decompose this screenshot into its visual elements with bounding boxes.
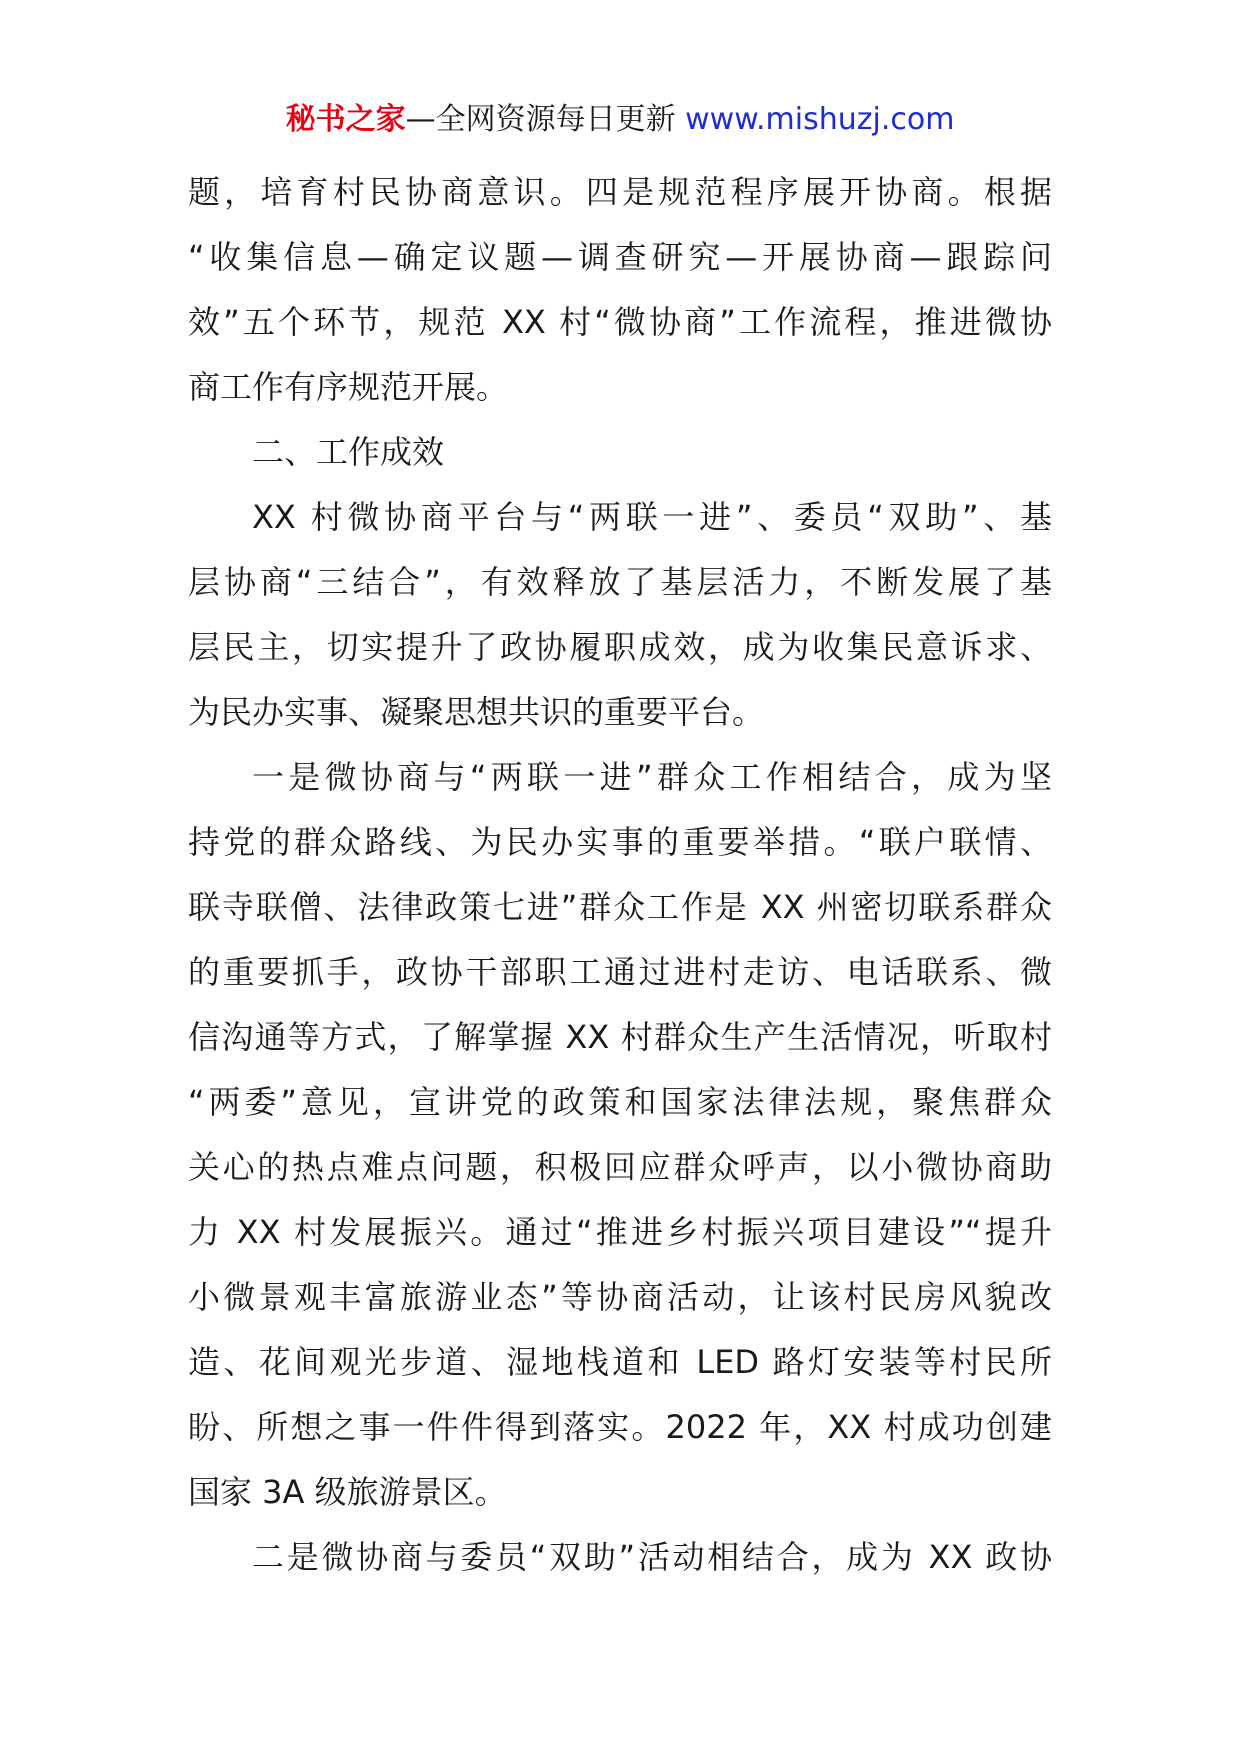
paragraph-line: 层民主，切实提升了政协履职成效，成为收集民意诉求、 [188,628,1052,666]
paragraph-line: 联寺联僧、法律政策七进”群众工作是 XX 州密切联系群众 [188,888,1052,926]
paragraph-line: XX 村微协商平台与“两联一进”、委员“双助”、基 [252,498,1052,536]
paragraph-line: 的重要抓手，政协干部职工通过进村走访、电话联系、微 [188,953,1052,991]
document-body [188,160,1052,1590]
paragraph-line: 为民办实事、凝聚思想共识的重要平台。 [188,693,765,731]
paragraph-line: 关心的热点难点问题，积极回应群众呼声，以小微协商助 [188,1148,1052,1186]
paragraph-line: 一是微协商与“两联一进”群众工作相结合，成为坚 [252,758,1052,796]
paragraph-line: 信沟通等方式，了解掌握 XX 村群众生产生活情况，听取村 [188,1018,1052,1056]
header-tagline: —全网资源每日更新 [405,102,686,137]
paragraph-line: 国家 3A 级旅游景区。 [188,1473,507,1511]
paragraph-line: 效”五个环节，规范 XX 村“微协商”工作流程，推进微协 [188,303,1052,341]
paragraph-line: “两委”意见，宣讲党的政策和国家法律法规，聚焦群众 [188,1083,1052,1121]
paragraph-line: 持党的群众路线、为民办实事的重要举措。“联户联情、 [188,823,1052,861]
paragraph-line: 力 XX 村发展振兴。通过“推进乡村振兴项目建设”“提升 [188,1213,1052,1251]
paragraph-line: 商工作有序规范开展。 [188,368,509,406]
paragraph-line: 题，培育村民协商意识。四是规范程序展开协商。根据 [188,173,1052,211]
page-header [0,100,1240,140]
paragraph-line: 造、花间观光步道、湿地栈道和 LED 路灯安装等村民所 [188,1343,1052,1381]
paragraph-line: 小微景观丰富旅游业态”等协商活动，让该村民房风貌改 [188,1278,1052,1316]
paragraph-line: 层协商“三结合”，有效释放了基层活力，不断发展了基 [188,563,1052,601]
paragraph-line: 二是微协商与委员“双助”活动相结合，成为 XX 政协 [252,1538,1052,1576]
header-brand: 秘书之家 [285,102,406,137]
section-heading: 二、工作成效 [252,433,445,471]
paragraph-line: 盼、所想之事一件件得到落实。2022 年，XX 村成功创建 [188,1408,1052,1446]
paragraph-line: “收集信息—确定议题—调查研究—开展协商—跟踪问 [188,238,1052,276]
header-url-link[interactable]: www.mishuzj.com [685,102,955,137]
